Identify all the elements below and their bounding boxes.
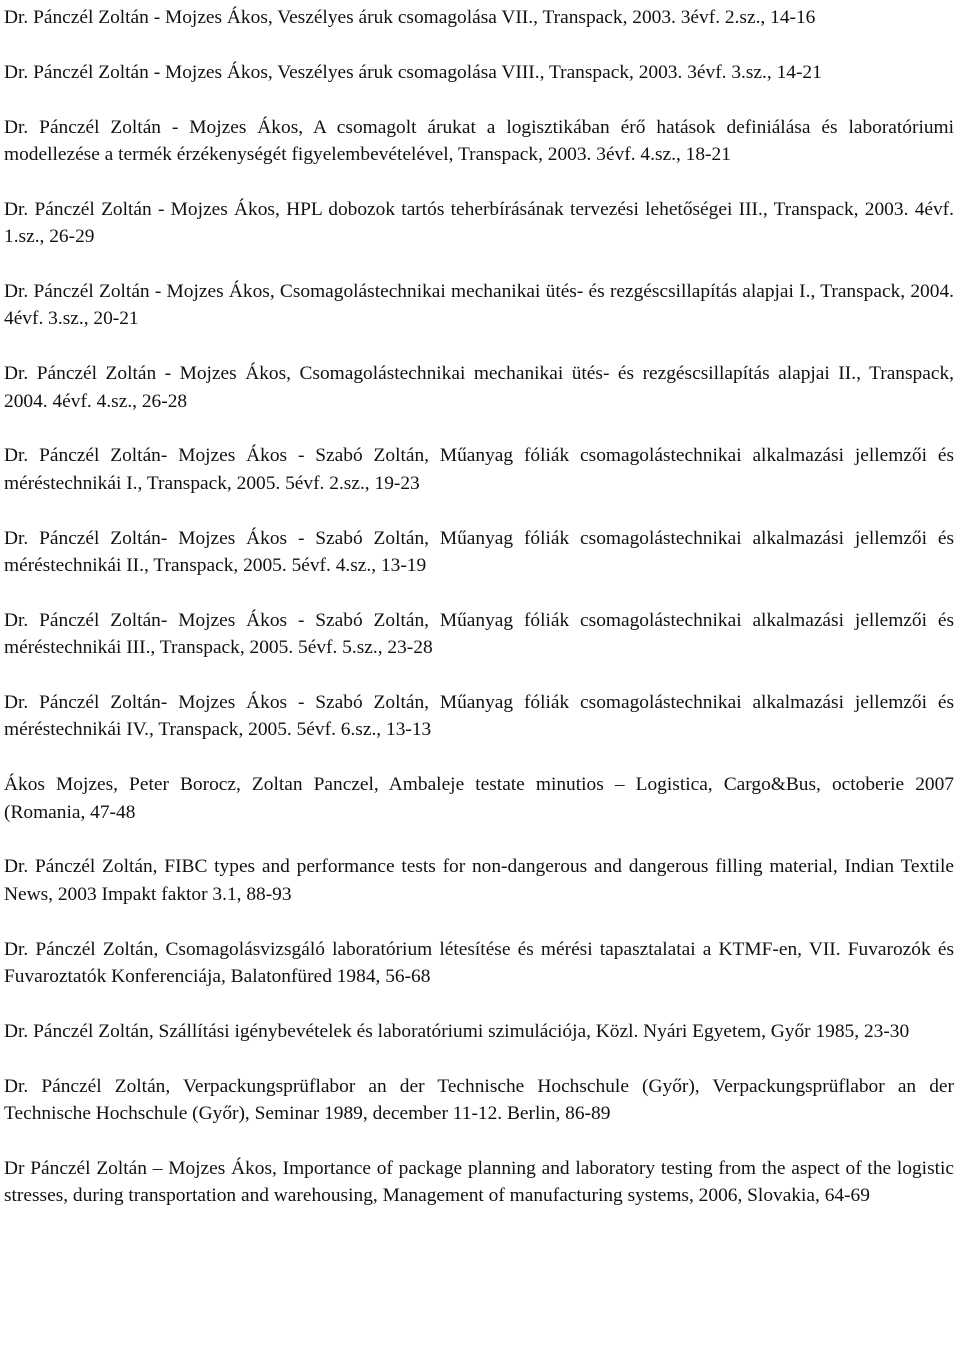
reference-item: Dr. Pánczél Zoltán - Mojzes Ákos, HPL dobozok tartós teherbírásának tervezési lehetőségei III., Transpack, 2003. 4évf. 1.sz., 26-29 [4,198,954,248]
reference-item: Dr. Pánczél Zoltán, Szállítási igénybevételek és laboratóriumi szimulációja, Közl. Nyári Egyetem, Győr 1985, 23-30 [4,1020,910,1042]
reference-item: Dr. Pánczél Zoltán - Mojzes Ákos, Veszélyes áruk csomagolása VIII., Transpack, 2003. 3évf. 3.sz., 14-21 [4,61,822,83]
reference-item: Dr. Pánczél Zoltán, FIBC types and performance tests for non-dangerous and dangerous filling material, Indian Textile News, 2003 Impakt faktor 3.1, 88-93 [4,856,954,905]
reference-item: Dr. Pánczél Zoltán, Csomagolásvizsgáló laboratórium létesítése és mérési tapasztalatai a KTMF-en, VII. Fuvarozók és Fuvaroztatók Konferenciája, Balatonfüred 1984, 56-68 [4,938,954,988]
reference-item: Dr. Pánczél Zoltán- Mojzes Ákos - Szabó Zoltán, Műanyag fóliák csomagolástechnikai alkalmazási jellemzői és méréstechnikái III., Transpack, 2005. 5évf. 5.sz., 23-28 [4,609,954,659]
reference-item: Dr. Pánczél Zoltán- Mojzes Ákos - Szabó Zoltán, Műanyag fóliák csomagolástechnikai alkalmazási jellemzői és méréstechnikái II., Transpack, 2005. 5évf. 4.sz., 13-19 [4,527,954,577]
reference-item: Dr Pánczél Zoltán – Mojzes Ákos, Importance of package planning and laboratory testing from the aspect of the logistic stresses, during transportation and warehousing, Management of manufacturing systems, 2006, Slovakia, 64-69 [4,1157,954,1207]
reference-item: Ákos Mojzes, Peter Borocz, Zoltan Panczel, Ambaleje testate minutios – Logistica, Cargo&Bus, octoberie 2007 (Romania, 47-48 [4,774,954,823]
reference-list [4,4,954,1210]
reference-item: Dr. Pánczél Zoltán- Mojzes Ákos - Szabó Zoltán, Műanyag fóliák csomagolástechnikai alkalmazási jellemzői és méréstechnikái IV., Transpack, 2005. 5évf. 6.sz., 13-13 [4,692,954,741]
reference-item: Dr. Pánczél Zoltán - Mojzes Ákos, A csomagolt árukat a logisztikában érő hatások definiálása és laboratóriumi modellezése a termék érzékenységét figyelembevételével, Transpack, 2003. 3évf. 4.sz., 18-21 [4,116,954,165]
reference-item: Dr. Pánczél Zoltán - Mojzes Ákos, Csomagolástechnikai mechanikai ütés- és rezgéscsillapítás alapjai II., Transpack, 2004. 4évf. 4.sz., 26-28 [4,363,954,412]
reference-item: Dr. Pánczél Zoltán - Mojzes Ákos, Veszélyes áruk csomagolása VII., Transpack, 2003. 3évf. 2.sz., 14-16 [4,7,816,28]
reference-item: Dr. Pánczél Zoltán - Mojzes Ákos, Csomagolástechnikai mechanikai ütés- és rezgéscsillapítás alapjai I., Transpack, 2004. 4évf. 3.sz., 20-21 [4,281,954,330]
reference-item: Dr. Pánczél Zoltán, Verpackungsprüflabor an der Technische Hochschule (Győr), Verpackungsprüflabor an der Technische Hochschule (Győr), Seminar 1989, december 11-12. Berlin, 86-89 [4,1075,954,1125]
reference-item: Dr. Pánczél Zoltán- Mojzes Ákos - Szabó Zoltán, Műanyag fóliák csomagolástechnikai alkalmazási jellemzői és méréstechnikái I., Transpack, 2005. 5évf. 2.sz., 19-23 [4,445,954,494]
